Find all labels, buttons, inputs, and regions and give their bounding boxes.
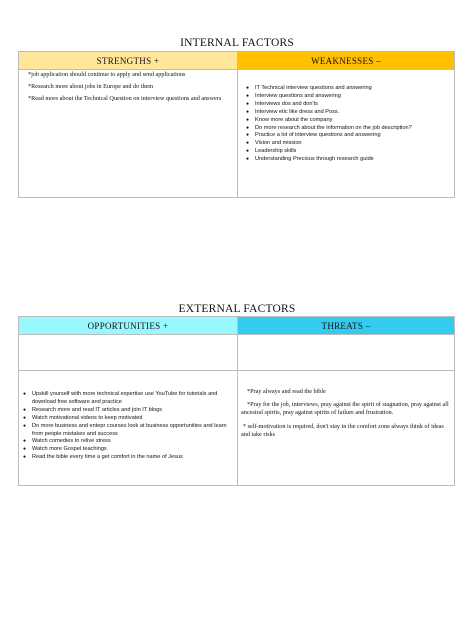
bullet-dot-icon: ● (246, 108, 250, 115)
opportunities-list (22, 391, 234, 462)
opportunities-header: OPPORTUNITIES + (19, 317, 237, 334)
opportunity-item: ● Read the bible every time a get comfort in the name of Jesus (23, 454, 183, 461)
bullet-dot-icon: ● (23, 422, 27, 429)
bullet-dot-icon: ● (23, 446, 27, 453)
bullet-dot-icon: ● (23, 454, 27, 461)
weakness-item: ● Understanding Precious through research guide (246, 156, 374, 163)
bullet-dot-icon: ● (23, 391, 27, 397)
opportunities-cell (22, 391, 234, 462)
internal-factors-table (18, 51, 455, 198)
weaknesses-cell (245, 85, 450, 164)
strengths-cell (22, 71, 234, 104)
external-row-divider (19, 370, 454, 371)
external-factors-table (18, 316, 455, 486)
threats-header: THREATS – (238, 317, 454, 334)
threats-cell (241, 388, 451, 439)
strengths-header: STRENGTHS + (19, 52, 237, 69)
bullet-dot-icon: ● (246, 132, 250, 139)
bullet-dot-icon: ● (23, 414, 27, 421)
bullet-dot-icon: ● (246, 140, 250, 147)
internal-header-divider (19, 69, 454, 70)
bullet-dot-icon: ● (246, 124, 250, 131)
opportunity-item: ● Upskill yourself with more technical expertise use YouTube for tutorials and download free software and practice (23, 391, 218, 405)
bullet-dot-icon: ● (246, 148, 250, 155)
strength-item: *Research more about jobs in Europe and do them (28, 83, 154, 91)
opportunity-item: ● Watch motivational videos to keep motivated (23, 414, 143, 421)
weakness-item: ● IT Technical interview questions and answering (246, 85, 372, 91)
internal-column-divider (237, 52, 238, 197)
bullet-dot-icon: ● (246, 156, 250, 163)
threat-item: *Pray always and read the bible (247, 388, 326, 395)
opportunity-item: ● Watch comedies to relive stress (23, 438, 111, 445)
strength-item: *job application should continue to apply and send applications (28, 71, 186, 78)
weakness-item: ● Interviews dos and don'ts (246, 100, 318, 107)
weakness-item: ● Vision and mission (246, 140, 302, 147)
threat-item: * self-motivation is required, don't stay in the comfort zone always think of ideas and take risks (241, 422, 444, 438)
external-factors-title: EXTERNAL FACTORS (178, 303, 296, 315)
internal-factors-title: INTERNAL FACTORS (180, 37, 294, 49)
opportunity-item: ● Watch more Gospel teachings (23, 446, 107, 453)
opportunity-item: ● Do more business and entepr courses look at business opportunities and learn from people mistakes and success (23, 422, 227, 437)
threat-item: *Pray for the job, interviews, pray against the spirit of stagnation, pray against all ancestral spirits, pray against spirits of failure and frustration. (241, 401, 449, 417)
weakness-item: ● Practice a lot of interview questions and answering (246, 132, 381, 139)
weakness-item: ● Do more research about the information on the job description? (246, 124, 412, 131)
weakness-item: ● Interview etic like dress and Poss. (246, 108, 340, 115)
weakness-item: ● Know more about the company (246, 116, 333, 123)
weaknesses-list (245, 85, 450, 164)
strength-item: *Read more about the Technical Question on interview questions and answers (28, 95, 222, 103)
weakness-item: ● Interview questions and answering (246, 92, 341, 99)
bullet-dot-icon: ● (246, 92, 250, 99)
opportunity-item: ● Research more and read IT articles and join IT blogs (23, 406, 163, 413)
bullet-dot-icon: ● (246, 116, 250, 123)
bullet-dot-icon: ● (23, 438, 27, 445)
weaknesses-header: WEAKNESSES – (238, 52, 454, 69)
bullet-dot-icon: ● (246, 100, 250, 107)
bullet-dot-icon: ● (23, 406, 27, 413)
external-header-divider (19, 334, 454, 335)
external-column-divider (237, 317, 238, 485)
weakness-item: ● Leadership skills (246, 148, 297, 155)
bullet-dot-icon: ● (246, 85, 250, 91)
